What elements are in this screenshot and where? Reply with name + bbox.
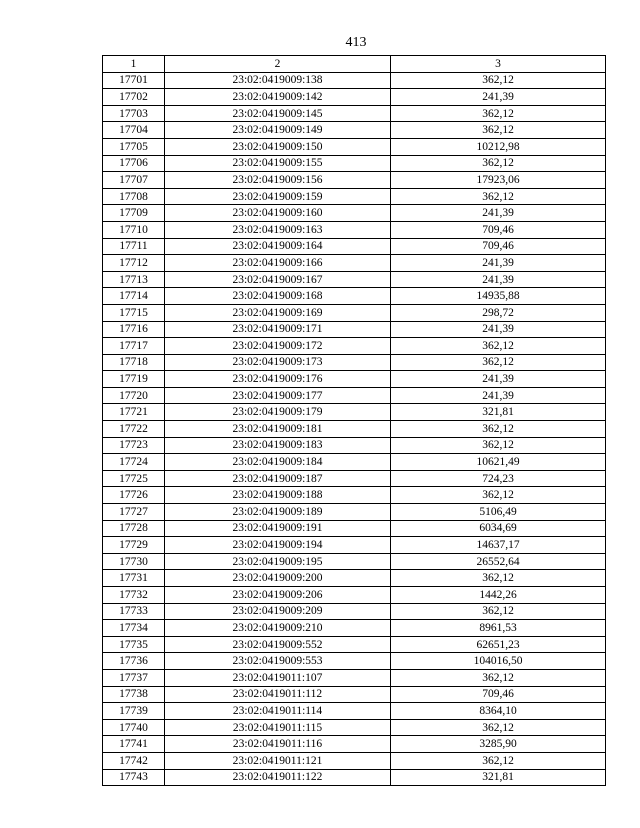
table-row	[103, 172, 606, 189]
cell-number: 17743	[103, 769, 165, 786]
cell-number: 17731	[103, 570, 165, 587]
cell-value: 362,12	[391, 421, 606, 438]
cell-cadastral-id: 23:02:0419011:107	[165, 669, 391, 686]
table-row	[103, 122, 606, 139]
table-row	[103, 105, 606, 122]
cell-cadastral-id: 23:02:0419009:138	[165, 72, 391, 89]
table-row	[103, 487, 606, 504]
cell-value: 362,12	[391, 354, 606, 371]
cell-number: 17708	[103, 188, 165, 205]
cell-number: 17701	[103, 72, 165, 89]
cell-cadastral-id: 23:02:0419009:171	[165, 321, 391, 338]
table-row	[103, 752, 606, 769]
cell-number: 17725	[103, 470, 165, 487]
cell-value: 709,46	[391, 238, 606, 255]
cell-value: 14935,88	[391, 288, 606, 305]
cell-cadastral-id: 23:02:0419009:150	[165, 138, 391, 155]
cell-cadastral-id: 23:02:0419009:149	[165, 122, 391, 139]
table-row	[103, 504, 606, 521]
cell-cadastral-id: 23:02:0419009:195	[165, 553, 391, 570]
cell-value: 62651,23	[391, 636, 606, 653]
table-header-row	[103, 56, 606, 73]
cell-value: 709,46	[391, 686, 606, 703]
cell-cadastral-id: 23:02:0419011:115	[165, 719, 391, 736]
cell-cadastral-id: 23:02:0419009:159	[165, 188, 391, 205]
cell-value: 10621,49	[391, 454, 606, 471]
cell-cadastral-id: 23:02:0419009:183	[165, 437, 391, 454]
cell-cadastral-id: 23:02:0419009:169	[165, 304, 391, 321]
cell-number: 17714	[103, 288, 165, 305]
table-row	[103, 288, 606, 305]
table-row	[103, 636, 606, 653]
table-row	[103, 221, 606, 238]
page-number: 413	[345, 35, 367, 50]
cell-cadastral-id: 23:02:0419009:209	[165, 603, 391, 620]
cell-cadastral-id: 23:02:0419009:187	[165, 470, 391, 487]
cell-number: 17730	[103, 553, 165, 570]
cell-number: 17736	[103, 653, 165, 670]
cell-cadastral-id: 23:02:0419009:142	[165, 89, 391, 106]
cell-cadastral-id: 23:02:0419009:200	[165, 570, 391, 587]
cell-value: 362,12	[391, 669, 606, 686]
table-row	[103, 255, 606, 272]
cell-value: 8364,10	[391, 703, 606, 720]
cell-value: 241,39	[391, 271, 606, 288]
cell-cadastral-id: 23:02:0419011:116	[165, 736, 391, 753]
cell-number: 17705	[103, 138, 165, 155]
cell-number: 17733	[103, 603, 165, 620]
table-row	[103, 404, 606, 421]
cell-cadastral-id: 23:02:0419009:179	[165, 404, 391, 421]
table-row	[103, 587, 606, 604]
cell-cadastral-id: 23:02:0419009:160	[165, 205, 391, 222]
cell-number: 17722	[103, 421, 165, 438]
table-row	[103, 271, 606, 288]
cell-value: 362,12	[391, 719, 606, 736]
cell-cadastral-id: 23:02:0419009:155	[165, 155, 391, 172]
cell-number: 17729	[103, 537, 165, 554]
cell-number: 17741	[103, 736, 165, 753]
cell-cadastral-id: 23:02:0419009:164	[165, 238, 391, 255]
cell-number: 17707	[103, 172, 165, 189]
cell-cadastral-id: 23:02:0419009:168	[165, 288, 391, 305]
cell-cadastral-id: 23:02:0419009:553	[165, 653, 391, 670]
table-row	[103, 454, 606, 471]
cell-cadastral-id: 23:02:0419009:188	[165, 487, 391, 504]
cell-value: 241,39	[391, 387, 606, 404]
table-row	[103, 470, 606, 487]
cell-number: 17738	[103, 686, 165, 703]
table-row	[103, 520, 606, 537]
cell-number: 17740	[103, 719, 165, 736]
cell-value: 17923,06	[391, 172, 606, 189]
cell-cadastral-id: 23:02:0419009:145	[165, 105, 391, 122]
cell-cadastral-id: 23:02:0419011:112	[165, 686, 391, 703]
cell-value: 14637,17	[391, 537, 606, 554]
cell-value: 241,39	[391, 89, 606, 106]
cell-number: 17710	[103, 221, 165, 238]
cell-value: 362,12	[391, 437, 606, 454]
cell-value: 362,12	[391, 570, 606, 587]
cell-cadastral-id: 23:02:0419009:172	[165, 338, 391, 355]
cell-number: 17732	[103, 587, 165, 604]
table-row	[103, 553, 606, 570]
cell-value: 321,81	[391, 769, 606, 786]
cell-cadastral-id: 23:02:0419009:210	[165, 620, 391, 637]
cell-number: 17720	[103, 387, 165, 404]
table-header	[103, 56, 606, 73]
table-row	[103, 736, 606, 753]
table-row	[103, 703, 606, 720]
table-row	[103, 188, 606, 205]
cell-number: 17719	[103, 371, 165, 388]
table-row	[103, 421, 606, 438]
cell-number: 17706	[103, 155, 165, 172]
cell-number: 17737	[103, 669, 165, 686]
cell-number: 17734	[103, 620, 165, 637]
cell-cadastral-id: 23:02:0419009:177	[165, 387, 391, 404]
cell-number: 17723	[103, 437, 165, 454]
cell-number: 17702	[103, 89, 165, 106]
table-row	[103, 238, 606, 255]
cell-value: 362,12	[391, 487, 606, 504]
table-row	[103, 338, 606, 355]
cell-value: 241,39	[391, 371, 606, 388]
column-header-cadastral-id: 2	[165, 56, 391, 73]
cell-number: 17739	[103, 703, 165, 720]
cell-number: 17727	[103, 504, 165, 521]
cell-number: 17742	[103, 752, 165, 769]
table-row	[103, 686, 606, 703]
cell-value: 104016,50	[391, 653, 606, 670]
cell-cadastral-id: 23:02:0419009:173	[165, 354, 391, 371]
cell-value: 6034,69	[391, 520, 606, 537]
cell-cadastral-id: 23:02:0419009:184	[165, 454, 391, 471]
cell-cadastral-id: 23:02:0419009:194	[165, 537, 391, 554]
cell-cadastral-id: 23:02:0419011:121	[165, 752, 391, 769]
cell-value: 3285,90	[391, 736, 606, 753]
cell-number: 17735	[103, 636, 165, 653]
cell-value: 362,12	[391, 122, 606, 139]
cell-value: 241,39	[391, 321, 606, 338]
cell-number: 17713	[103, 271, 165, 288]
cell-value: 709,46	[391, 221, 606, 238]
cell-cadastral-id: 23:02:0419009:189	[165, 504, 391, 521]
cell-value: 362,12	[391, 105, 606, 122]
cell-value: 362,12	[391, 72, 606, 89]
cell-value: 321,81	[391, 404, 606, 421]
table-row	[103, 719, 606, 736]
cell-cadastral-id: 23:02:0419011:114	[165, 703, 391, 720]
cell-number: 17711	[103, 238, 165, 255]
cell-value: 362,12	[391, 338, 606, 355]
table-row	[103, 138, 606, 155]
cell-cadastral-id: 23:02:0419009:163	[165, 221, 391, 238]
cell-number: 17724	[103, 454, 165, 471]
table-row	[103, 769, 606, 786]
cell-value: 1442,26	[391, 587, 606, 604]
table-row	[103, 72, 606, 89]
cell-value: 26552,64	[391, 553, 606, 570]
cell-cadastral-id: 23:02:0419009:191	[165, 520, 391, 537]
cell-number: 17716	[103, 321, 165, 338]
cell-cadastral-id: 23:02:0419009:181	[165, 421, 391, 438]
cell-number: 17718	[103, 354, 165, 371]
cell-value: 362,12	[391, 155, 606, 172]
cell-number: 17726	[103, 487, 165, 504]
table-row	[103, 620, 606, 637]
cell-value: 362,12	[391, 603, 606, 620]
column-header-number: 1	[103, 56, 165, 73]
cell-value: 8961,53	[391, 620, 606, 637]
cell-number: 17728	[103, 520, 165, 537]
table-row	[103, 537, 606, 554]
cell-number: 17712	[103, 255, 165, 272]
cell-number: 17717	[103, 338, 165, 355]
cell-number: 17704	[103, 122, 165, 139]
table-row	[103, 321, 606, 338]
table-row	[103, 387, 606, 404]
cell-cadastral-id: 23:02:0419009:206	[165, 587, 391, 604]
table-row	[103, 304, 606, 321]
cell-value: 5106,49	[391, 504, 606, 521]
cell-value: 241,39	[391, 255, 606, 272]
table-row	[103, 89, 606, 106]
table-row	[103, 603, 606, 620]
parcel-table	[102, 55, 606, 786]
cell-value: 362,12	[391, 752, 606, 769]
cell-number: 17715	[103, 304, 165, 321]
table-row	[103, 371, 606, 388]
table-row	[103, 354, 606, 371]
cell-cadastral-id: 23:02:0419011:122	[165, 769, 391, 786]
table-row	[103, 155, 606, 172]
table-row	[103, 205, 606, 222]
cell-number: 17709	[103, 205, 165, 222]
cell-cadastral-id: 23:02:0419009:552	[165, 636, 391, 653]
cell-value: 10212,98	[391, 138, 606, 155]
table-row	[103, 669, 606, 686]
cell-value: 298,72	[391, 304, 606, 321]
cell-number: 17703	[103, 105, 165, 122]
cell-value: 241,39	[391, 205, 606, 222]
table-row	[103, 437, 606, 454]
cell-cadastral-id: 23:02:0419009:167	[165, 271, 391, 288]
column-header-value: 3	[391, 56, 606, 73]
cell-number: 17721	[103, 404, 165, 421]
cell-cadastral-id: 23:02:0419009:156	[165, 172, 391, 189]
table-body	[103, 72, 606, 786]
table-row	[103, 653, 606, 670]
cell-cadastral-id: 23:02:0419009:166	[165, 255, 391, 272]
cell-value: 724,23	[391, 470, 606, 487]
cell-cadastral-id: 23:02:0419009:176	[165, 371, 391, 388]
cell-value: 362,12	[391, 188, 606, 205]
table-row	[103, 570, 606, 587]
